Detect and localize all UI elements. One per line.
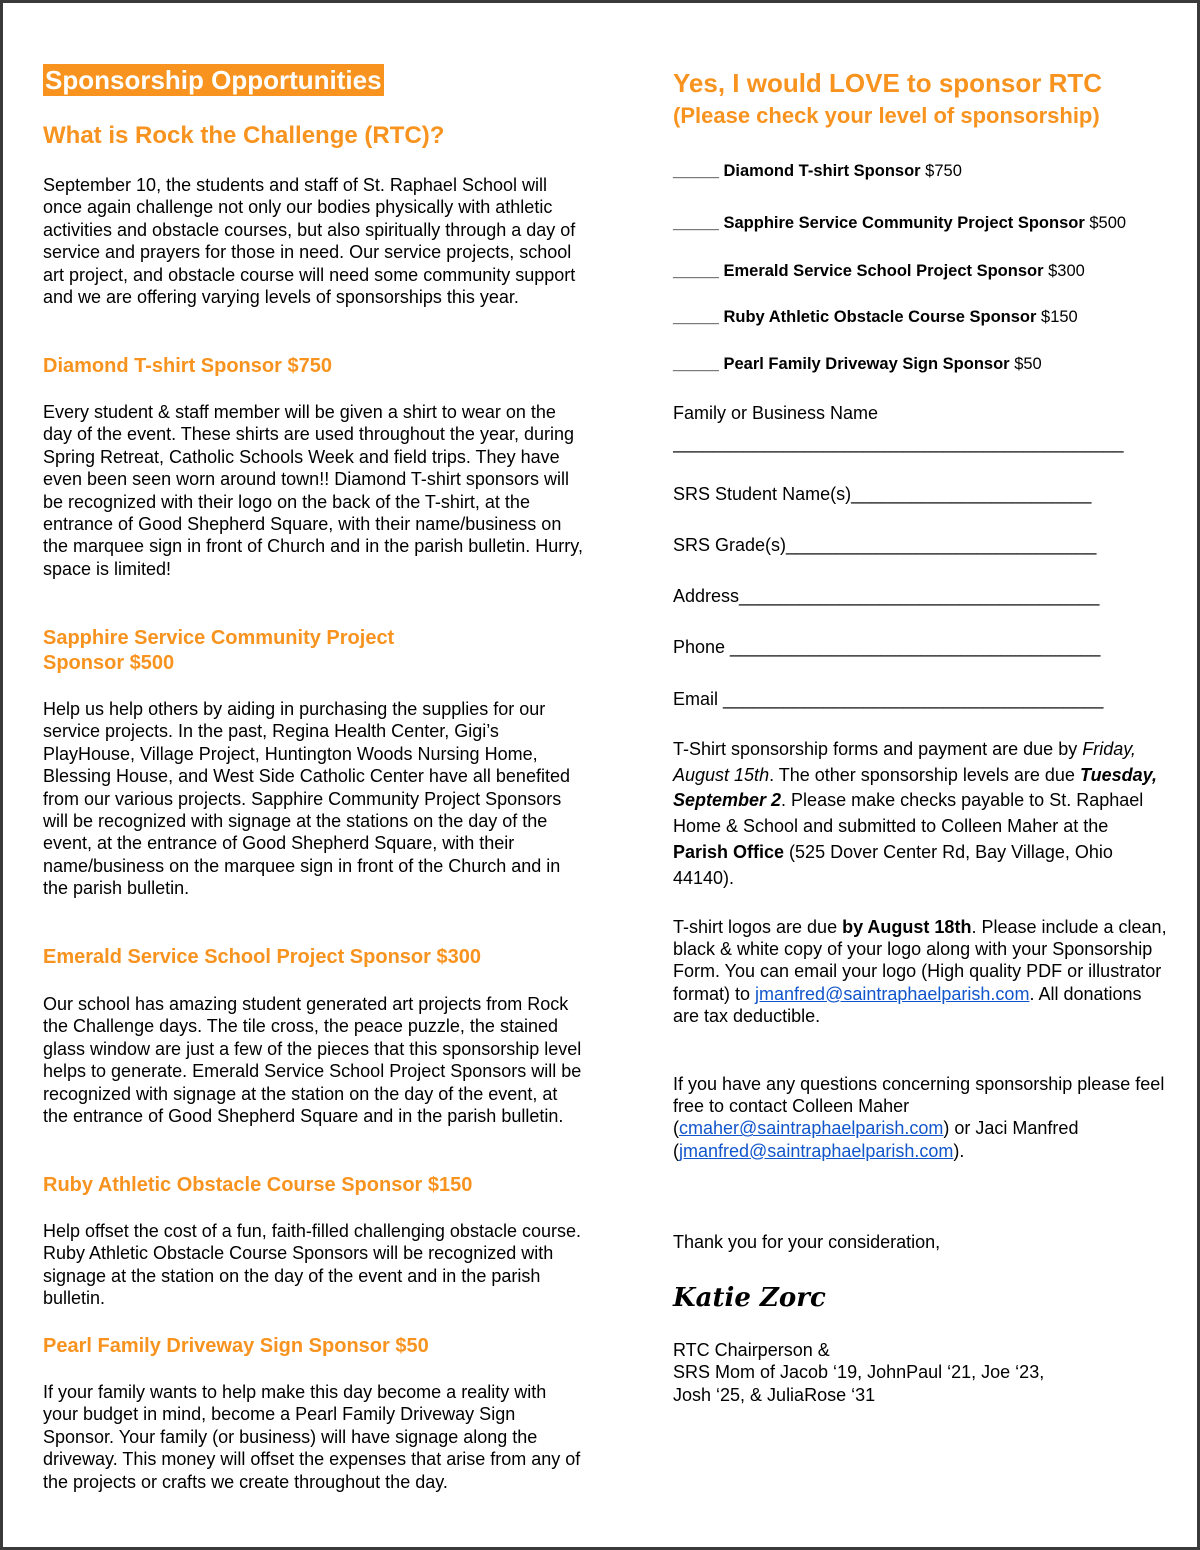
level-blank[interactable]: _____ xyxy=(673,308,719,326)
grade-field[interactable]: SRS Grade(s)_______________________________ xyxy=(673,535,1097,555)
signature: Katie Zorc xyxy=(673,1283,826,1313)
ruby-heading: Ruby Athletic Obstacle Course Sponsor $150 xyxy=(43,1174,473,1196)
sapphire-heading-line1: Sapphire Service Community Project xyxy=(43,627,395,649)
family-name-field[interactable]: _____________________________________________ xyxy=(673,433,1124,453)
thanks-line: Thank you for your consideration, xyxy=(673,1232,941,1252)
level-price: $150 xyxy=(1041,308,1078,326)
sapphire-heading xyxy=(43,626,394,676)
level-diamond[interactable] xyxy=(673,161,962,181)
cmaher-email-link[interactable]: cmaher@saintraphaelparish.com xyxy=(679,1118,944,1139)
student-name-field[interactable]: SRS Student Name(s)________________________ xyxy=(673,484,1092,504)
phone-field[interactable]: Phone _____________________________________ xyxy=(673,637,1101,657)
intro-paragraph: September 10, the students and staff of St. Raphael School will once again challenge not only our bodies physically with athletic activities and obstacle courses, but also spiritually through a day of service and prayers for those in need. Our service projects, school art project, and obstacle course will need some community support and we are offering varying levels of sponsorships this year. xyxy=(43,175,576,308)
level-name: Ruby Athletic Obstacle Course Sponsor xyxy=(723,308,1037,326)
level-price: $50 xyxy=(1014,355,1042,373)
family-name-label: Family or Business Name xyxy=(673,403,879,423)
sponsorship-banner: Sponsorship Opportunities xyxy=(45,65,382,95)
level-emerald[interactable] xyxy=(673,261,1085,281)
other-due-date: Tuesday, September 2 xyxy=(673,764,1157,811)
due-dates-paragraph: T-Shirt sponsorship forms and payment are due by Friday, August 15th. The other sponsorship levels are due Tuesday, September 2. Please make checks payable to St. Raphael Home & School and submitted to Colleen Maher at the Parish Office (525 Dover Center Rd, Bay Village, Ohio 44140). xyxy=(673,739,1157,888)
level-ruby[interactable] xyxy=(673,307,1078,327)
address-field[interactable]: Address____________________________________ xyxy=(673,586,1100,606)
closing-line-2: SRS Mom of Jacob ‘19, JohnPaul ‘21, Joe ‘23, xyxy=(673,1362,1045,1383)
level-blank[interactable]: _____ xyxy=(673,214,719,232)
level-price: $500 xyxy=(1089,214,1127,232)
sapphire-paragraph: Help us help others by aiding in purchasing the supplies for our service projects. In the past, Regina Health Center, Gigi’s PlayHouse, Village Project, Huntington Woods Nursing Home, Blessing House, and West Side Catholic Center have all benefited from our various projects. Sapphire Community Project Sponsors will be recognized with signage at the stations on the day of the event, at the entrance of Good Shepherd Square, with their name/business on the marquee sign in front of the Church and in the parish bulletin. xyxy=(43,699,570,899)
jmanfred-email-link[interactable]: jmanfred@saintraphaelparish.com xyxy=(679,1140,954,1161)
level-blank[interactable]: _____ xyxy=(673,162,719,180)
emerald-paragraph: Our school has amazing student generated art projects from Rock the Challenge days. The tile cross, the peace puzzle, the stained glass window are just a few of the pieces that this sponsorship level helps to generate. Emerald Service School Project Sponsors will be recognized with signage at the station on the day of the event, at the entrance of Good Shepherd Square and in the parish bulletin. xyxy=(43,994,582,1127)
level-price: $750 xyxy=(925,162,962,180)
level-name: Emerald Service School Project Sponsor xyxy=(723,262,1044,280)
pearl-heading: Pearl Family Driveway Sign Sponsor $50 xyxy=(43,1335,429,1357)
level-sapphire[interactable] xyxy=(673,213,1126,233)
closing-line-1: RTC Chairperson & xyxy=(673,1340,830,1360)
closing-block xyxy=(673,1339,1044,1406)
pearl-paragraph: If your family wants to help make this day become a reality with your budget in mind, become a Pearl Family Driveway Sign Sponsor. Your family (or business) will have signage along the driveway. This money will offset the expenses that arise from any of the projects or crafts we create throughout the day. xyxy=(43,1382,581,1492)
level-name: Pearl Family Driveway Sign Sponsor xyxy=(723,355,1010,373)
logos-paragraph: T-shirt logos are due by August 18th. Please include a clean, black & white copy of your logo along with your Sponsorship Form. You can email your logo (High quality PDF or illustrator format) to jmanfred@saintraphaelparish.com. All donations are tax deductible. xyxy=(673,917,1167,1026)
tshirt-due-date: Friday, August 15th xyxy=(673,739,1136,785)
closing-line-3: Josh ‘25, & JuliaRose ‘31 xyxy=(673,1384,876,1405)
diamond-paragraph: Every student & staff member will be given a shirt to wear on the day of the event. These shirts are used throughout the year, during Spring Retreat, Catholic Schools Week and field trips. They have even been seen worn around town!! Diamond T-shirt sponsors will be recognized with their logo on the back of the T-shirt, at the entrance of Good Shepherd Square, with their name/business on the marquee sign in front of Church and in the parish bulletin. Hurry, space is limited! xyxy=(43,402,583,579)
logo-email-link[interactable]: jmanfred@saintraphaelparish.com xyxy=(755,983,1030,1004)
diamond-heading: Diamond T-shirt Sponsor $750 xyxy=(43,355,332,377)
level-blank[interactable]: _____ xyxy=(673,262,719,280)
email-field[interactable]: Email ______________________________________ xyxy=(673,689,1104,709)
sapphire-heading-line2: Sponsor $500 xyxy=(43,652,175,674)
emerald-heading: Emerald Service School Project Sponsor $300 xyxy=(43,946,481,968)
level-name: Diamond T-shirt Sponsor xyxy=(723,162,921,180)
sponsor-form-subtitle: (Please check your level of sponsorship) xyxy=(673,103,1100,128)
ruby-paragraph: Help offset the cost of a fun, faith-filled challenging obstacle course. Ruby Athletic Obstacle Course Sponsors will be recognized with signage at the station on the day of the event and in the parish bulletin. xyxy=(43,1221,581,1309)
parish-office: Parish Office xyxy=(673,841,785,862)
logo-due-date: by August 18th xyxy=(842,917,972,937)
questions-paragraph: If you have any questions concerning sponsorship please feel free to contact Colleen Maher (cmaher@saintraphaelparish.com) or Jaci Manfred (jmanfred@saintraphaelparish.com). xyxy=(673,1074,1165,1161)
level-pearl[interactable] xyxy=(673,354,1042,374)
sponsor-form-title: Yes, I would LOVE to sponsor RTC xyxy=(673,68,1103,98)
level-price: $300 xyxy=(1048,262,1085,280)
rtc-heading: What is Rock the Challenge (RTC)? xyxy=(43,122,445,149)
level-blank[interactable]: _____ xyxy=(673,355,719,373)
level-name: Sapphire Service Community Project Sponsor xyxy=(723,214,1085,232)
